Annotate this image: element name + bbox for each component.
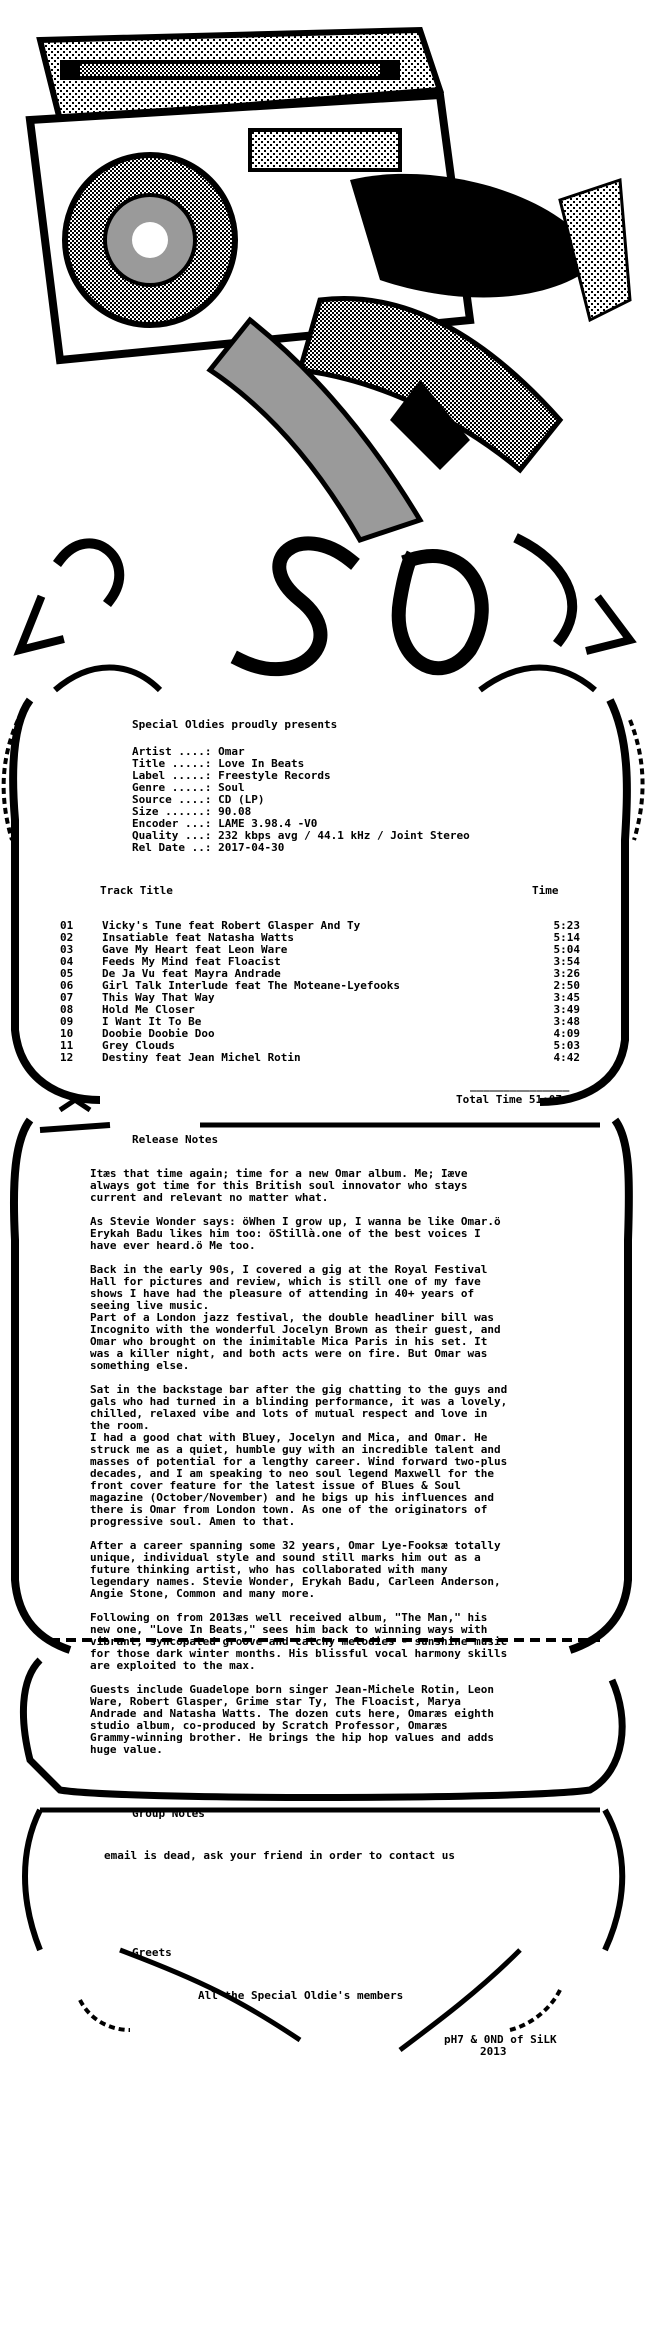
track-title: Doobie Doobie Doo xyxy=(102,1027,215,1040)
total-rule: _______________ xyxy=(470,1079,570,1092)
release-notes-paragraph: As Stevie Wonder says: öWhen I grow up, I wanna be like Omar.ö Erykah Badu likes him too: öStillà.one of the best voices I have ever heard.ö Me too. xyxy=(90,1215,501,1252)
release-notes-paragraph: Itæs that time again; time for a new Omar album. Me; Iæve always got time for this British soul innovator who stays current and relevant no matter what. xyxy=(90,1167,468,1204)
track-time: 4:09 xyxy=(553,1027,580,1040)
track-row xyxy=(60,1052,580,1064)
release-notes-heading: Release Notes xyxy=(132,1133,219,1146)
track-title: Grey Clouds xyxy=(102,1039,175,1052)
track-title: Hold Me Closer xyxy=(102,1003,195,1016)
track-time: 5:23 xyxy=(553,919,580,932)
track-title: This Way That Way xyxy=(102,991,215,1004)
so-logo xyxy=(20,540,630,669)
info-quality: Quality ...: 232 kbps avg / 44.1 kHz / Joint Stereo xyxy=(132,829,470,842)
track-title: Gave My Heart feat Leon Ware xyxy=(102,943,288,956)
group-notes-text: email is dead, ask your friend in order to contact us xyxy=(104,1849,455,1862)
track-number: 06 xyxy=(60,979,74,992)
track-title: Feeds My Mind feat Floacist xyxy=(102,955,281,968)
info-rel-date: Rel Date ..: 2017-04-30 xyxy=(132,841,285,854)
boombox-art xyxy=(30,30,630,540)
tracklist-time-header: Time xyxy=(532,884,559,897)
info-source: Source ....: CD (LP) xyxy=(132,793,265,806)
track-number: 05 xyxy=(60,967,74,980)
track-number: 01 xyxy=(60,919,74,932)
track-time: 2:50 xyxy=(553,979,580,992)
greets-text: All the Special Oldie's members xyxy=(198,1989,404,2002)
track-number: 08 xyxy=(60,1003,74,1016)
track-time: 3:48 xyxy=(553,1015,580,1028)
track-time: 3:26 xyxy=(553,967,580,980)
info-genre: Genre .....: Soul xyxy=(132,781,245,794)
track-time: 4:42 xyxy=(553,1051,580,1064)
release-notes-paragraph: Back in the early 90s, I covered a gig at the Royal Festival Hall for pictures and review, which is still one of my fave shows I have had the pleasure of attending in 40+ years of seeing live music. Part of a London jazz festival, the double headliner bill was Incognito with the wonderful Jocelyn Brown as their guest, and Omar who brought on the inimitable Mica Paris in his set. It was a killer night, and both acts were on fire. But Omar was something else. xyxy=(90,1263,501,1372)
track-time: 3:49 xyxy=(553,1003,580,1016)
release-notes-paragraph: After a career spanning some 32 years, Omar Lye-Fooksæ totally unique, individual style and sound still marks him out as a future thinking artist, who has collaborated with many legendary names. Stevie Wonder, Erykah Badu, Carleen Anderson, Angie Stone, Common and many more. xyxy=(90,1539,501,1600)
greets-heading: Greets xyxy=(132,1946,172,1959)
info-size: Size ......: 90.08 xyxy=(132,805,252,818)
credits-year: 2013 xyxy=(480,2045,507,2058)
credits-line: pH7 & 0ND of SiLK xyxy=(444,2033,557,2046)
release-notes-paragraph: Following on from 2013æs well received album, "The Man," his new one, "Love In Beats," sees him back to winning ways with vibrant, syncopated groove and catchy melodies - sunshine music for those dark winter months. His blissful vocal harmony skills are exploited to the max. xyxy=(90,1611,508,1672)
track-title: I Want It To Be xyxy=(102,1015,202,1028)
track-number: 02 xyxy=(60,931,74,944)
track-time: 5:14 xyxy=(553,931,580,944)
presents-line: Special Oldies proudly presents xyxy=(132,718,338,731)
track-number: 04 xyxy=(60,955,74,968)
track-title: Vicky's Tune feat Robert Glasper And Ty xyxy=(102,919,361,932)
release-notes-paragraph: Guests include Guadelope born singer Jean-Michele Rotin, Leon Ware, Robert Glasper, Grime star Ty, The Floacist, Marya Andrade and Natasha Watts. The dozen cuts here, Omaræs eighth studio album, co-produced by Scratch Professor, Omaræs Grammy-winning brother. He brings the hip hop values and adds huge value. xyxy=(90,1683,494,1756)
track-title: Girl Talk Interlude feat The Moteane-Lyefooks xyxy=(102,979,401,992)
track-number: 10 xyxy=(60,1027,74,1040)
track-number: 12 xyxy=(60,1051,74,1064)
info-encoder: Encoder ...: LAME 3.98.4 -V0 xyxy=(132,817,318,830)
track-title: Insatiable feat Natasha Watts xyxy=(102,931,295,944)
track-number: 03 xyxy=(60,943,74,956)
track-title: Destiny feat Jean Michel Rotin xyxy=(102,1051,301,1064)
track-number: 09 xyxy=(60,1015,74,1028)
group-notes-heading: Group Notes xyxy=(132,1807,205,1820)
info-label: Label .....: Freestyle Records xyxy=(132,769,331,782)
track-time: 3:45 xyxy=(553,991,580,1004)
info-artist: Artist ....: Omar xyxy=(132,745,245,758)
info-title: Title .....: Love In Beats xyxy=(132,757,305,770)
total-time: Total Time 51:07 xyxy=(456,1093,562,1106)
tracklist-title-header: Track Title xyxy=(100,884,173,897)
track-number: 11 xyxy=(60,1039,74,1052)
track-title: De Ja Vu feat Mayra Andrade xyxy=(102,967,281,980)
track-time: 5:03 xyxy=(553,1039,580,1052)
release-notes-paragraph: Sat in the backstage bar after the gig chatting to the guys and gals who had turned in a blinding performance, it was a lovely, chilled, relaxed vibe and lots of mutual respect and love in the room. I had a good chat with Bluey, Jocelyn and Mica, and Omar. He struck me as a quiet, humble guy with an incredible talent and masses of potential for a lengthy career. Wind forward two-plus decades, and I am speaking to neo soul legend Maxwell for the front cover feature for the latest issue of Blues & Soul magazine (October/November) and he bigs up his influences and there is Omar from London town. As one of the originators of progressive soul. Amen to that. xyxy=(90,1383,508,1528)
track-time: 5:04 xyxy=(553,943,580,956)
track-number: 07 xyxy=(60,991,74,1004)
track-time: 3:54 xyxy=(553,955,580,968)
